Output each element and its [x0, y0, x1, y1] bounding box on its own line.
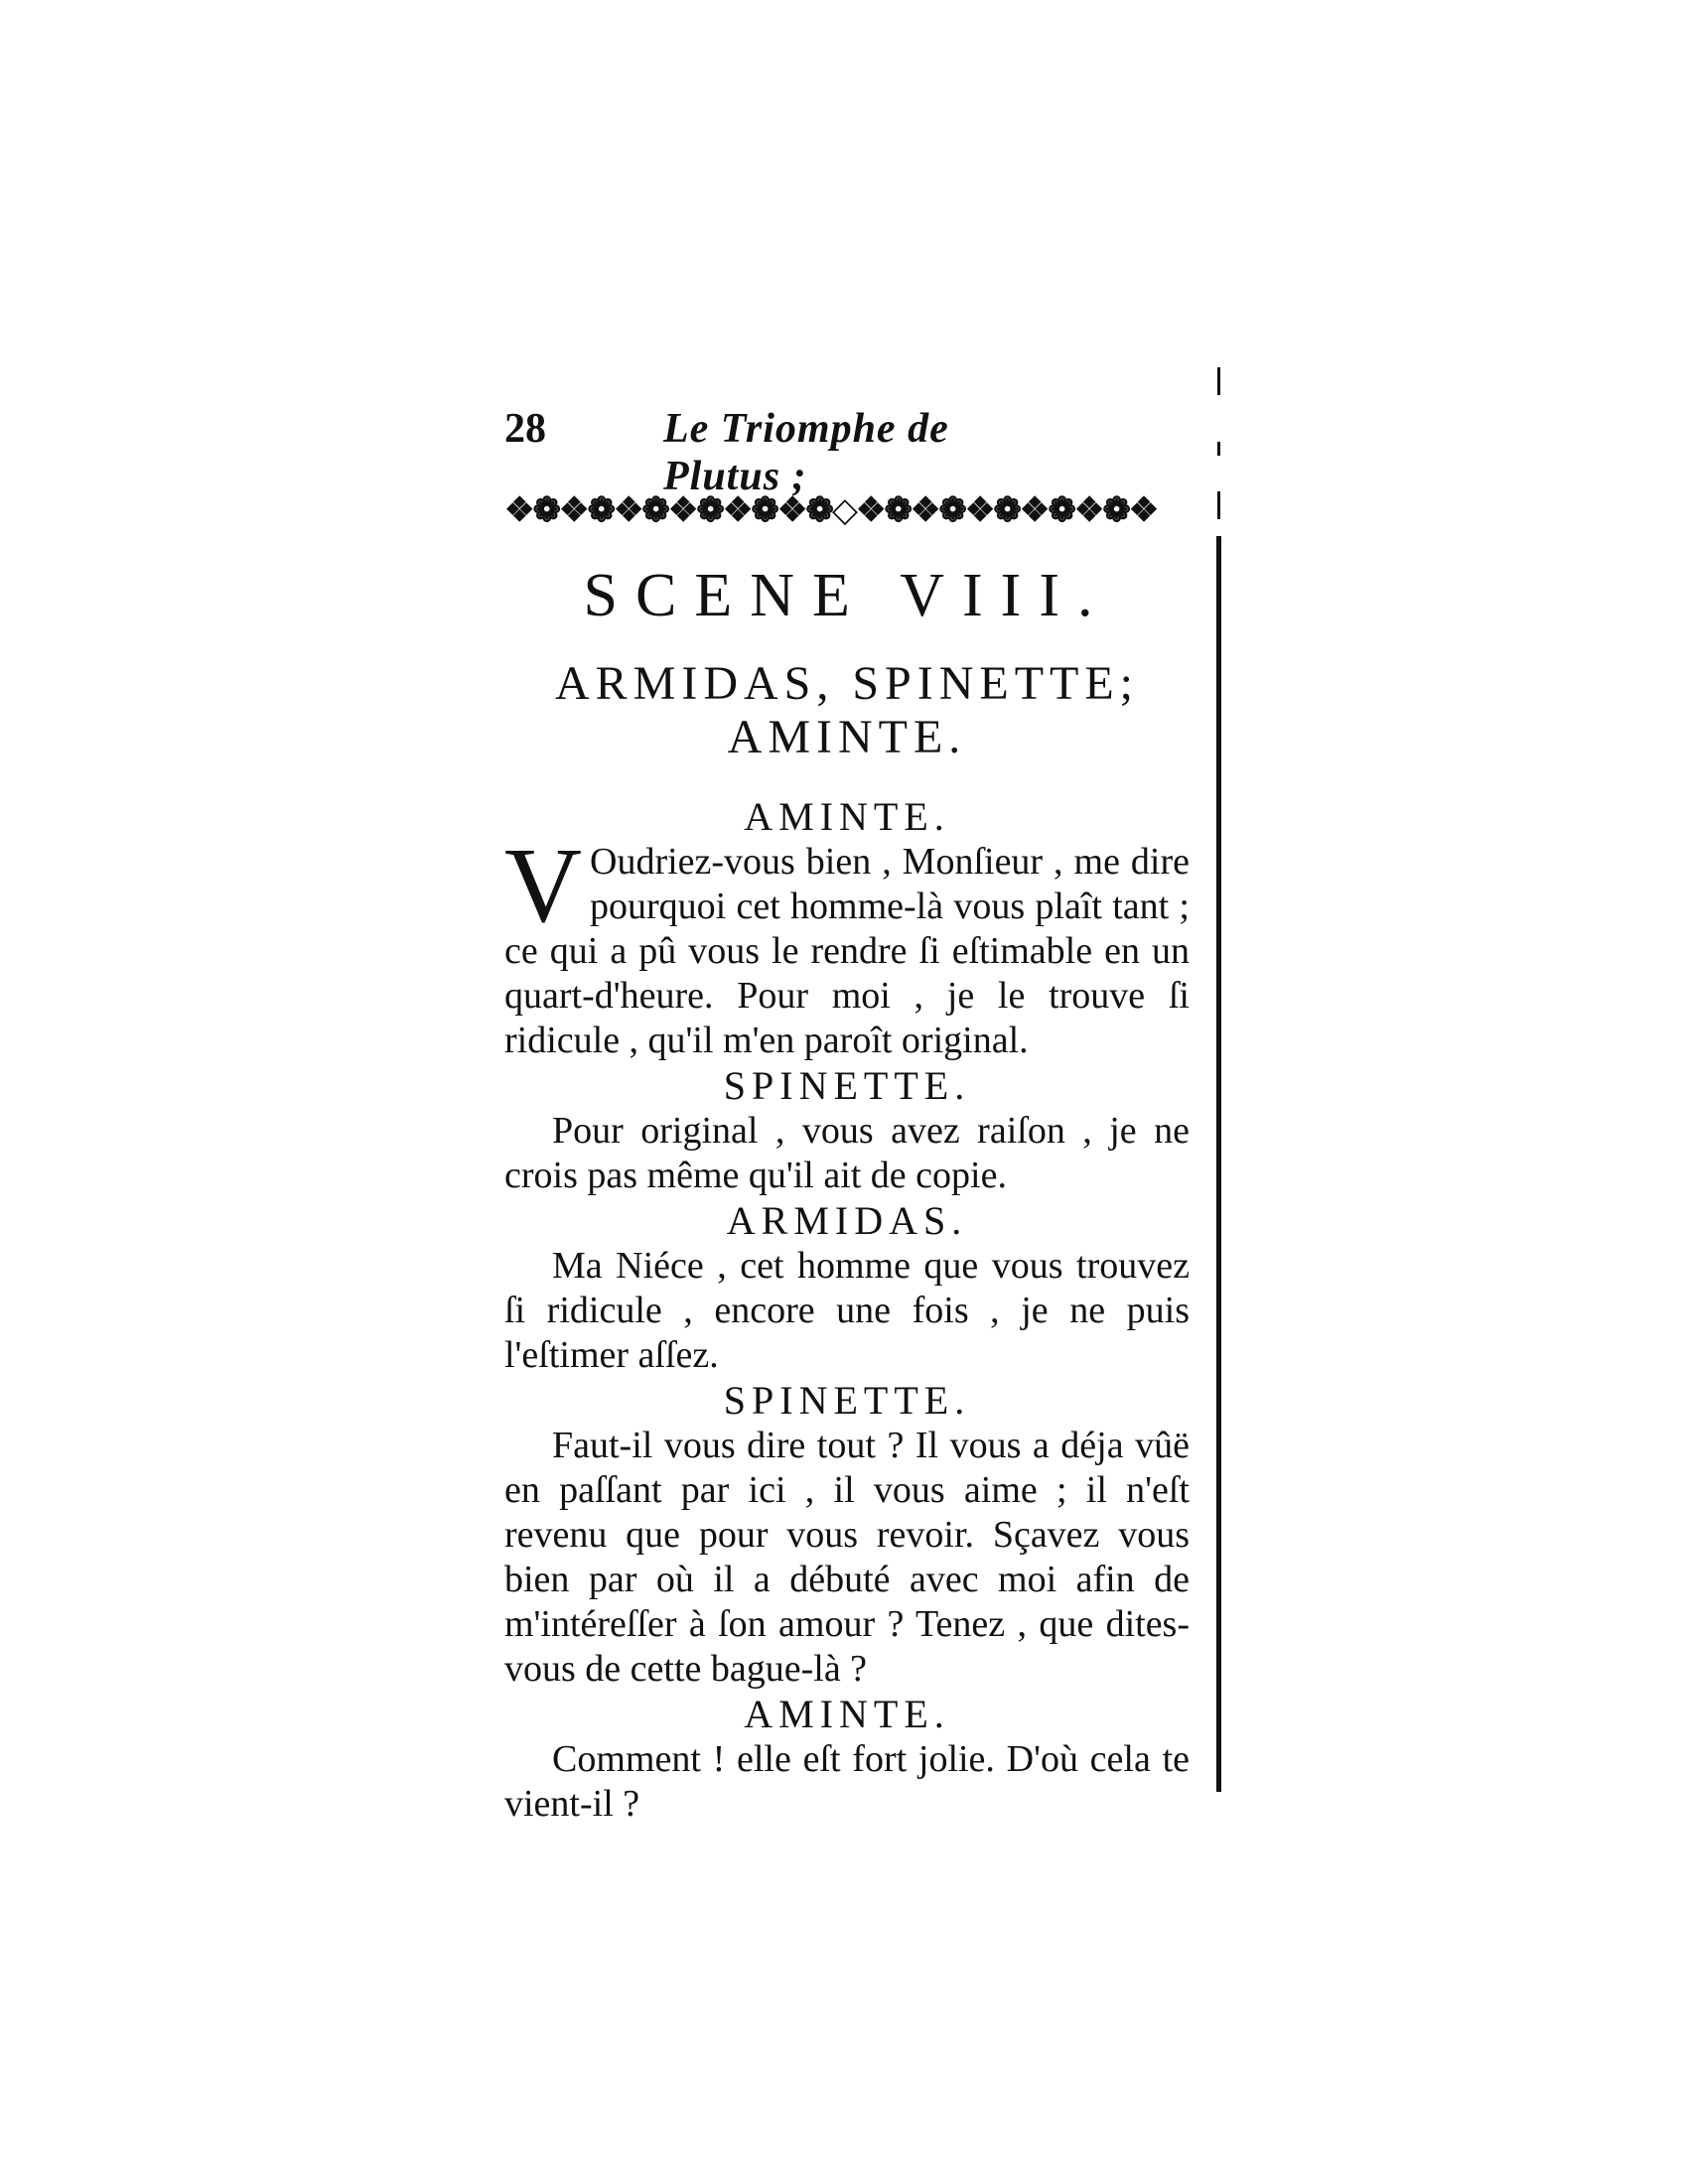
- speech-aminte-1: [504, 827, 1190, 1063]
- speech-armidas-1: Ma Niéce , cet homme que vous trouvez ſi ridicule , encore une fois , je ne puis l'eſtimer aſſez.: [504, 1245, 1190, 1376]
- gutter-rule: [1216, 536, 1221, 1792]
- running-head: [504, 405, 1070, 499]
- speaker-spinette: SPINETTE.: [723, 1063, 971, 1108]
- speaker-aminte: AMINTE.: [744, 794, 950, 839]
- cast-line-1: ARMIDAS, SPINETTE;: [554, 657, 1140, 710]
- speaker-spinette: SPINETTE.: [723, 1378, 971, 1423]
- gutter-tick-small: [1217, 442, 1220, 456]
- gutter-tick-top: [1217, 367, 1220, 395]
- cast-list: [504, 657, 1190, 764]
- cast-line-2: AMINTE.: [727, 711, 967, 763]
- speech-aminte-2: Comment ! elle eſt fort jolie. D'où cela te vient-il ?: [504, 1738, 1190, 1825]
- speaker-armidas: ARMIDAS.: [726, 1198, 968, 1243]
- page-number: 28: [504, 406, 546, 452]
- scene-title: SCENE VIII.: [583, 562, 1111, 629]
- speech-text: Oudriez-vous bien , Monſieur , me dire pourquoi cet homme-là vous plaît tant ; ce qui a pû vous le rendre ſi eſtimable en un quart-d'heure. Pour moi , je le trouve ſi ridicule , qu'il m'en paroît original.: [504, 841, 1190, 1061]
- gutter-tick-middle: [1217, 491, 1220, 519]
- speech-spinette-1: Pour original , vous avez raiſon , je ne crois pas même qu'il ait de copie.: [504, 1110, 1190, 1196]
- speech-spinette-2: Faut-il vous dire tout ? Il vous a déja vûë en paſſant par ici , il vous aime ; il n'eſt revenu que pour vous revoir. Sçavez vous bien par où il a débuté avec moi afin de m'intéreſſer à ſon amour ? Tenez , que dites-vous de cette bague-là ?: [504, 1425, 1190, 1690]
- dialogue-block: [504, 794, 1190, 1827]
- ornament-band: ❖❁❖❁❖❁❖❁❖❁❖❁◇❖❁❖❁❖❁❖❁❖❁❖: [504, 492, 1158, 529]
- running-title: Le Triomphe de Plutus ;: [663, 406, 949, 499]
- speaker-aminte: AMINTE.: [744, 1692, 950, 1736]
- drop-cap: V: [504, 827, 582, 945]
